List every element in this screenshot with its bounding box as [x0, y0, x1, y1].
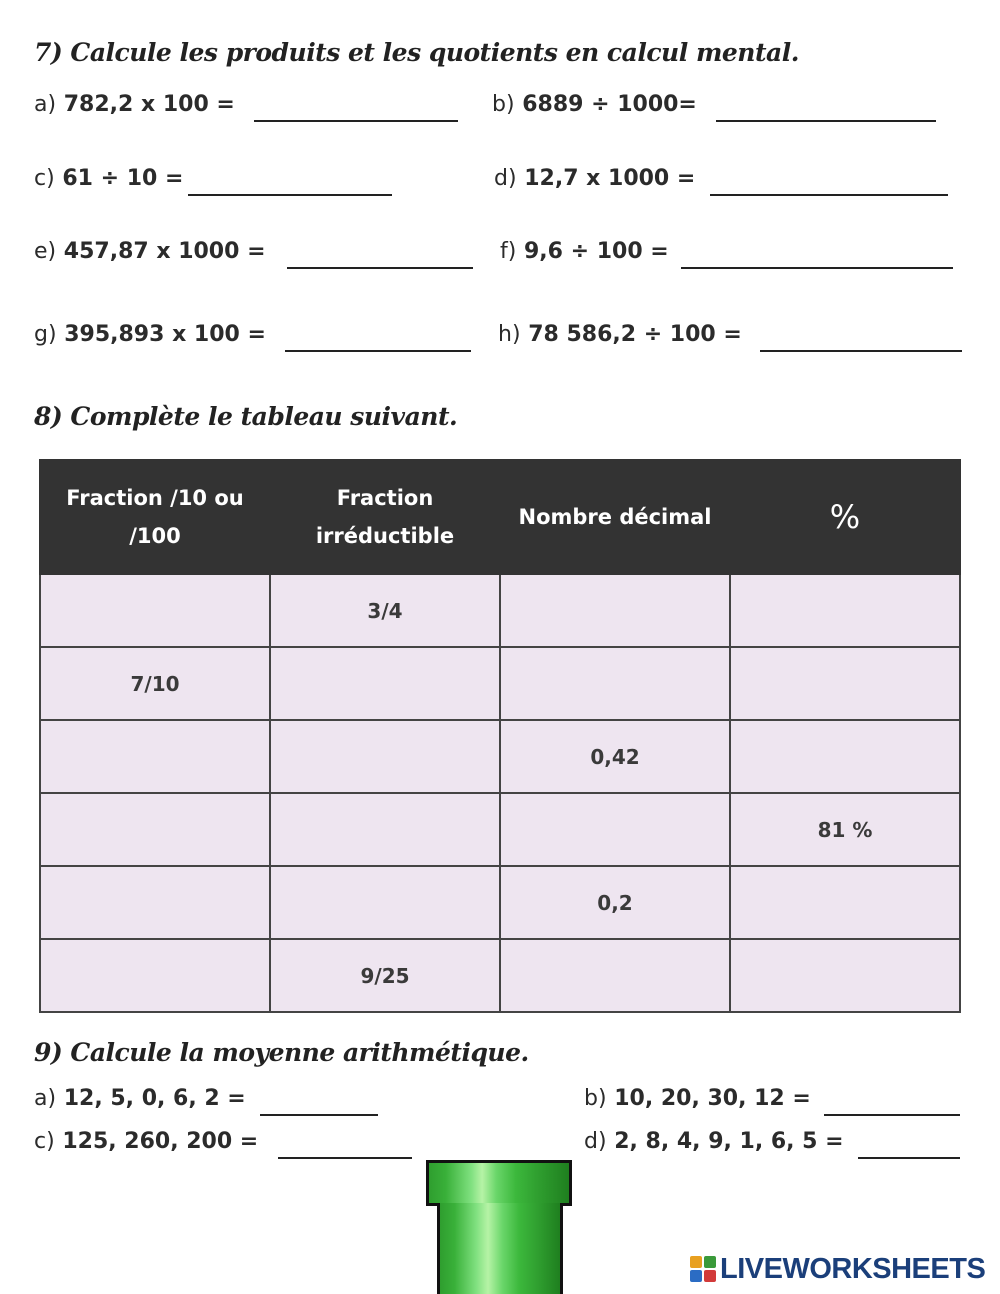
cell-input[interactable]	[510, 593, 719, 629]
table-cell[interactable]	[730, 647, 960, 720]
table-cell-given: 0,42	[500, 720, 730, 793]
cell-input[interactable]	[280, 739, 489, 775]
answer-7e-input[interactable]	[287, 241, 473, 269]
cell-input[interactable]	[740, 885, 949, 921]
table-cell[interactable]	[730, 939, 960, 1012]
table-cell[interactable]	[730, 866, 960, 939]
table-row	[40, 866, 960, 939]
fraction-table	[39, 459, 961, 1013]
answer-9c-input[interactable]	[278, 1131, 412, 1159]
table-cell[interactable]	[500, 647, 730, 720]
liveworksheets-logo-icon	[690, 1256, 716, 1282]
section-8-title: 8) Complète le tableau suivant.	[34, 402, 458, 431]
cell-input[interactable]	[510, 812, 719, 848]
exercise-7f: f) 9,6 ÷ 100 =	[500, 239, 669, 264]
table-cell-given: 81 %	[730, 793, 960, 866]
brand-name: LIVEWORKSHEETS	[720, 1252, 986, 1285]
table-cell[interactable]	[270, 720, 500, 793]
green-pipe-body	[437, 1203, 563, 1294]
section-7-title: 7) Calcule les produits et les quotients en calcul mental.	[34, 38, 799, 67]
exercise-7g: g) 395,893 x 100 =	[34, 322, 266, 347]
cell-input[interactable]	[510, 666, 719, 702]
table-cell[interactable]	[40, 793, 270, 866]
answer-7g-input[interactable]	[285, 324, 471, 352]
cell-input[interactable]	[50, 812, 259, 848]
exercise-7a: a) 782,2 x 100 =	[34, 92, 235, 117]
table-row	[40, 574, 960, 647]
table-cell[interactable]	[500, 939, 730, 1012]
exercise-7c: c) 61 ÷ 10 =	[34, 166, 184, 191]
cell-input[interactable]	[740, 593, 949, 629]
answer-9a-input[interactable]	[260, 1088, 378, 1116]
table-cell[interactable]	[500, 793, 730, 866]
table-cell[interactable]	[270, 647, 500, 720]
table-cell[interactable]	[40, 939, 270, 1012]
exercise-7b: b) 6889 ÷ 1000=	[492, 92, 697, 117]
cell-input[interactable]	[50, 593, 259, 629]
table-cell-given: 7/10	[40, 647, 270, 720]
table-cell-given: 9/25	[270, 939, 500, 1012]
exercise-9a: a) 12, 5, 0, 6, 2 =	[34, 1086, 246, 1111]
header-percent: %	[730, 460, 960, 574]
cell-input[interactable]	[280, 885, 489, 921]
answer-9d-input[interactable]	[858, 1131, 960, 1159]
exercise-7d: d) 12,7 x 1000 =	[494, 166, 696, 191]
exercise-7h: h) 78 586,2 ÷ 100 =	[498, 322, 742, 347]
table-cell[interactable]	[270, 793, 500, 866]
green-pipe-icon	[426, 1160, 572, 1206]
table-cell[interactable]	[40, 720, 270, 793]
answer-7b-input[interactable]	[716, 94, 936, 122]
table-row	[40, 793, 960, 866]
table-row	[40, 720, 960, 793]
cell-input[interactable]	[740, 958, 949, 994]
exercise-9d: d) 2, 8, 4, 9, 1, 6, 5 =	[584, 1129, 844, 1154]
table-header-row	[40, 460, 960, 574]
table-cell[interactable]	[270, 866, 500, 939]
answer-7a-input[interactable]	[254, 94, 458, 122]
cell-input[interactable]	[510, 958, 719, 994]
header-fraction-10-100: Fraction /10 ou /100	[40, 460, 270, 574]
header-decimal-number: Nombre décimal	[500, 460, 730, 574]
header-irreducible-fraction: Fraction irréductible	[270, 460, 500, 574]
section-9-title: 9) Calcule la moyenne arithmétique.	[34, 1038, 529, 1067]
cell-input[interactable]	[740, 666, 949, 702]
cell-input[interactable]	[50, 739, 259, 775]
answer-7c-input[interactable]	[188, 168, 392, 196]
exercise-7e: e) 457,87 x 1000 =	[34, 239, 266, 264]
exercise-9b: b) 10, 20, 30, 12 =	[584, 1086, 811, 1111]
answer-7h-input[interactable]	[760, 324, 962, 352]
cell-input[interactable]	[50, 958, 259, 994]
table-row	[40, 939, 960, 1012]
table-cell[interactable]	[40, 866, 270, 939]
cell-input[interactable]	[280, 812, 489, 848]
answer-9b-input[interactable]	[824, 1088, 960, 1116]
cell-input[interactable]	[280, 666, 489, 702]
answer-7f-input[interactable]	[681, 241, 953, 269]
table-row	[40, 647, 960, 720]
table-cell[interactable]	[500, 574, 730, 647]
table-cell-given: 0,2	[500, 866, 730, 939]
exercise-9c: c) 125, 260, 200 =	[34, 1129, 259, 1154]
table-cell[interactable]	[730, 720, 960, 793]
cell-input[interactable]	[740, 739, 949, 775]
table-cell[interactable]	[40, 574, 270, 647]
table-cell-given: 3/4	[270, 574, 500, 647]
cell-input[interactable]	[50, 885, 259, 921]
answer-7d-input[interactable]	[710, 168, 948, 196]
liveworksheets-logo	[690, 1252, 985, 1286]
table-cell[interactable]	[730, 574, 960, 647]
